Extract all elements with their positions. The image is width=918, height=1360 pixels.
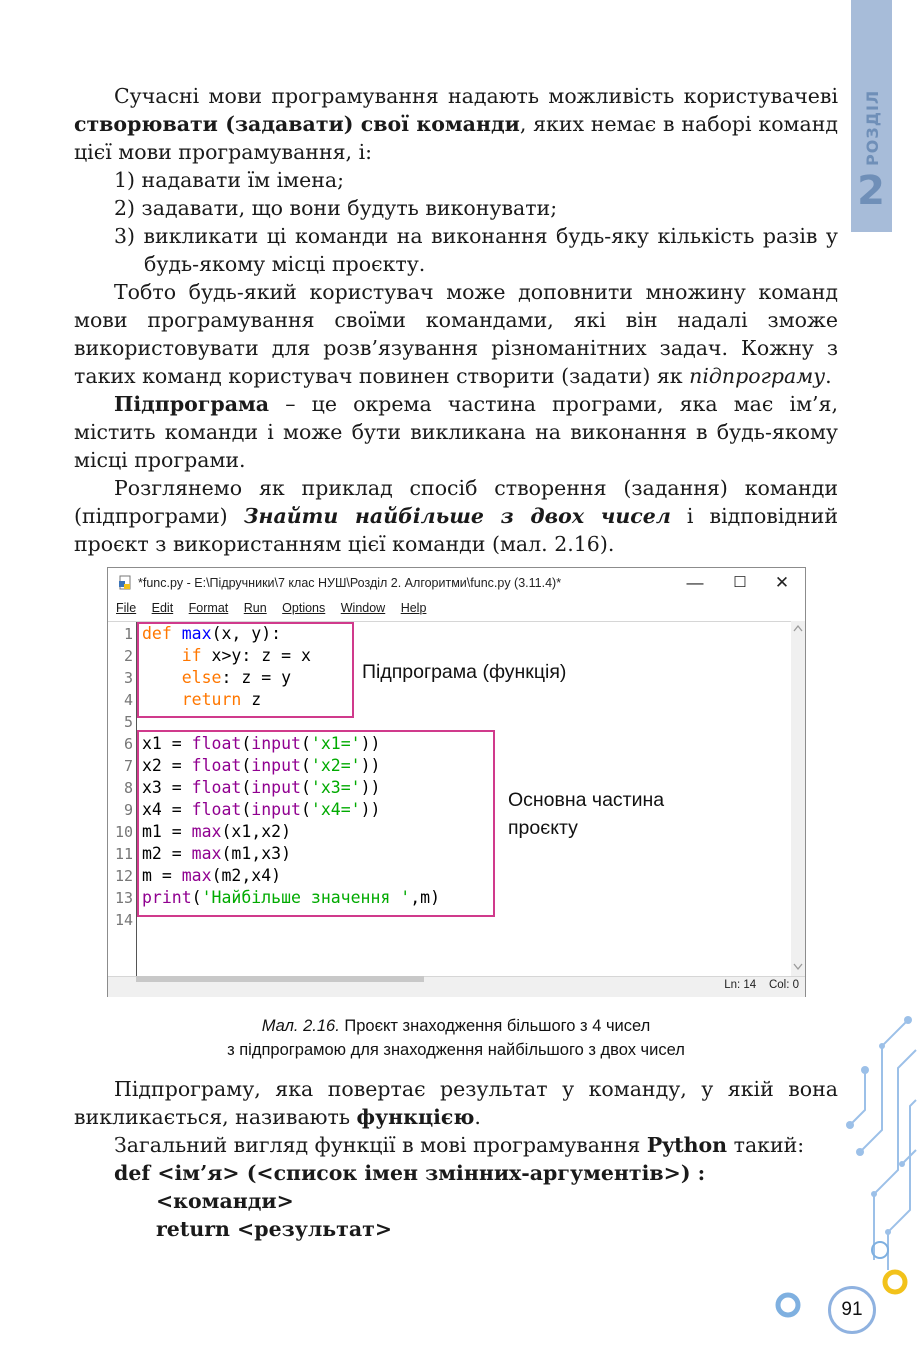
code-line: else: z = y (181, 668, 292, 687)
callout-function: Підпрограма (функція) (362, 661, 567, 683)
paragraph-5: Загальний вигляд функції в мові програмування Python такий: (114, 1133, 805, 1157)
svg-text:РОЗДІЛ: РОЗДІЛ (863, 89, 882, 166)
figure-caption (74, 1014, 838, 1062)
code-line: m2 = max(m1,x3) (142, 844, 292, 863)
list-item: 1) надавати їм імена; (114, 168, 345, 192)
menu-file[interactable]: File (116, 601, 137, 615)
page-number: 91 (828, 1286, 876, 1334)
line-number: 5 (123, 713, 133, 731)
code-line: x1 = float(input('x1=')) (142, 734, 381, 753)
paragraph-2: Тобто будь-який користувач може доповнити множину команд мови програмування своїми командами, які він надалі зможе використовувати для розв’язування різноманітних задач. Кожну з таких команд користувач повинен створити (задати) як підпрограму. (74, 280, 838, 388)
line-number: 10 (114, 823, 133, 841)
main-part-highlight-box (137, 730, 495, 917)
syntax-line: def <ім’я> (<список імен змінних-аргументів>) : (114, 1161, 706, 1185)
callout-main-line-1: Основна частина (508, 789, 665, 811)
outro-text (74, 1075, 838, 1243)
cursor-position: Ln: 14 Col: 0 (724, 979, 799, 991)
paragraph-4: Підпрограму, яка повертає результат у команду, у якій вона викликається, називають функцією. (74, 1077, 838, 1129)
line-number: 1 (123, 625, 133, 643)
maximize-button[interactable]: ☐ (733, 574, 747, 591)
code-line: x4 = float(input('x4=')) (142, 800, 381, 819)
title-bar (108, 568, 805, 599)
python-file-icon (118, 575, 133, 590)
syntax-line: return <результат> (156, 1217, 393, 1241)
line-number: 6 (123, 735, 133, 753)
chapter-number: 2 (857, 168, 885, 214)
code-line: x3 = float(input('x3=')) (142, 778, 381, 797)
syntax-line: <команди> (156, 1189, 294, 1213)
menu-format[interactable]: Format (188, 601, 229, 615)
line-number: 8 (123, 779, 133, 797)
code-line: m1 = max(x1,x2) (142, 822, 292, 841)
code-line: print('Найбільше значення ',m) (142, 888, 441, 907)
minimize-button[interactable]: — (686, 573, 704, 592)
code-line: if x>y: z = x (181, 646, 311, 665)
window-title: *func.py - E:\Підручники\7 клас НУШ\Розділ 2. Алгоритми\func.py (3.11.4)* (138, 576, 562, 590)
line-number: 12 (114, 867, 133, 885)
paragraph-definition: Підпрограма – це окрема частина програми, яка має ім’я, містить команди і може бути викликана на виконання в будь-якому місці програми. (74, 392, 838, 472)
list-item: 3) викликати ці команди на виконання будь-яку кількість разів у будь-якому місці проєкту. (114, 224, 838, 276)
line-number: 7 (123, 757, 133, 775)
horizontal-scrollbar[interactable] (136, 976, 424, 982)
caption-line-2: з підпрограмою для знаходження найбільшого з двох чисел (227, 1041, 685, 1059)
menu-window[interactable]: Window (340, 601, 386, 615)
code-line: return z (181, 690, 262, 709)
line-number: 9 (123, 801, 133, 819)
line-number: 4 (123, 691, 133, 709)
line-number: 3 (123, 669, 133, 687)
menu-options[interactable]: Options (282, 601, 326, 615)
paragraph-3: Розглянемо як приклад спосіб створення (задання) команди (підпрограми) Знайти найбільше з двох чисел і відповідний проєкт з використанням цієї команди (мал. 2.16). (74, 476, 838, 556)
menu-bar (116, 601, 438, 619)
line-number: 13 (114, 889, 133, 907)
paragraph-1: Сучасні мови програмування надають можливість користувачеві створювати (задавати) свої команди, яких немає в наборі команд цієї мови програмування, і: (74, 84, 838, 164)
line-number-gutter (108, 622, 137, 976)
callout-main-line-2: проєкту (508, 817, 578, 839)
circuit-decoration-icon (770, 1010, 918, 1330)
close-button[interactable]: ✕ (774, 573, 790, 592)
menu-run[interactable]: Run (243, 601, 267, 615)
line-number: 14 (114, 911, 133, 929)
code-line: def max(x, y): (142, 624, 282, 643)
menu-edit[interactable]: Edit (151, 601, 174, 615)
chapter-tab-label (853, 88, 889, 168)
line-number: 2 (123, 647, 133, 665)
line-number: 11 (114, 845, 133, 863)
code-line: x2 = float(input('x2=')) (142, 756, 381, 775)
code-editor[interactable] (108, 621, 805, 977)
caption-line-1: Мал. 2.16. Проєкт знаходження більшого з 4 чисел (261, 1017, 651, 1035)
code-line: m = max(m2,x4) (142, 866, 282, 885)
idle-window (107, 567, 806, 997)
intro-text (74, 82, 838, 558)
menu-help[interactable]: Help (400, 601, 427, 615)
function-highlight-box (137, 622, 354, 718)
scroll-arrows-icon (791, 621, 805, 976)
list-item: 2) задавати, що вони будуть виконувати; (114, 196, 558, 220)
vertical-scrollbar[interactable] (791, 621, 805, 976)
